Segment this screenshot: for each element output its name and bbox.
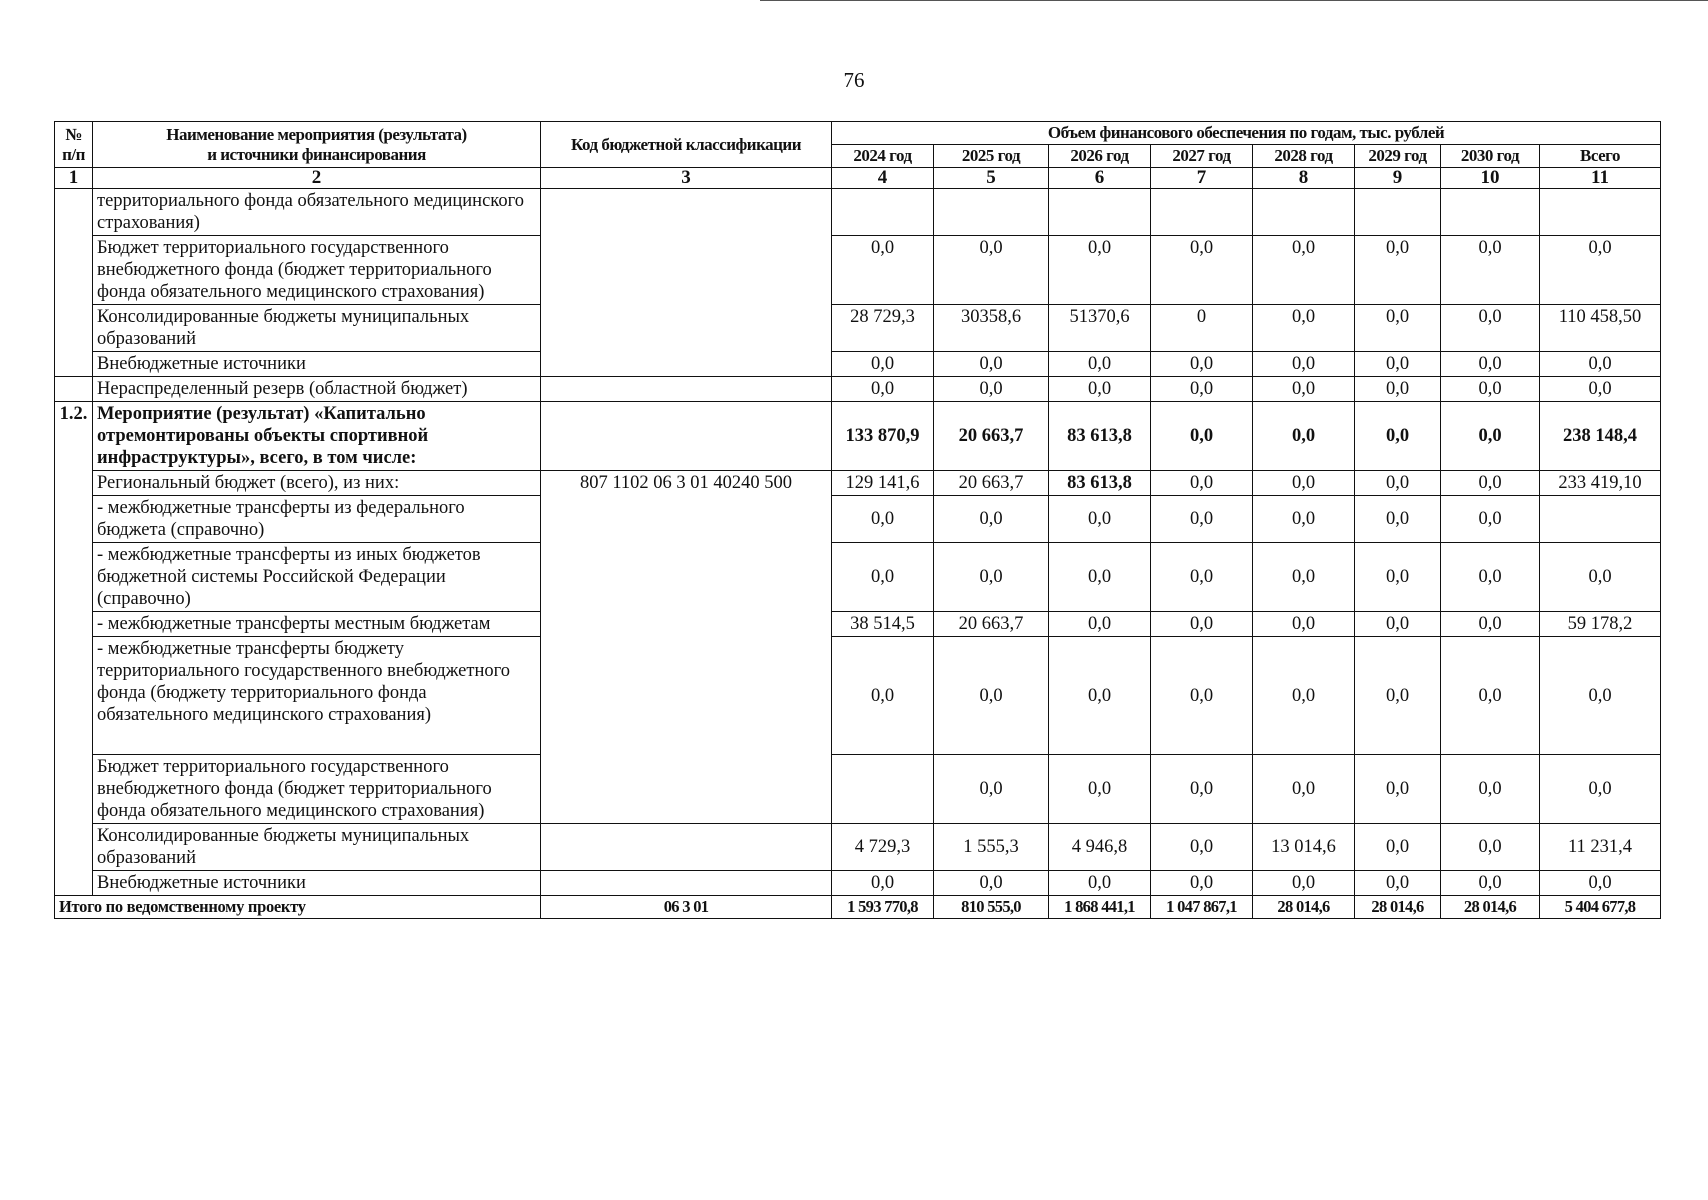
- column-index: 3: [541, 168, 832, 189]
- value-cell: [1355, 189, 1441, 236]
- value-cell: 0: [1151, 305, 1253, 352]
- table-row: [55, 824, 1661, 871]
- total-value-cell: 5 404 677,8: [1540, 896, 1661, 919]
- header-no: № п/п: [55, 122, 93, 168]
- value-cell: 0,0: [1151, 352, 1253, 377]
- value-cell: 13 014,6: [1253, 824, 1355, 871]
- header-year: 2028 год: [1253, 145, 1355, 168]
- value-cell: 0,0: [1441, 543, 1540, 612]
- column-index: 11: [1540, 168, 1661, 189]
- value-cell: 0,0: [1253, 305, 1355, 352]
- column-index: 8: [1253, 168, 1355, 189]
- value-cell: 0,0: [1253, 352, 1355, 377]
- total-value-cell: 28 014,6: [1253, 896, 1355, 919]
- row-name: Консолидированные бюджеты муниципальных образований: [93, 305, 541, 352]
- value-cell: 0,0: [832, 496, 934, 543]
- row-name: - межбюджетные трансферты бюджету территориального государственного внебюджетного фонда (бюджету территориального фонда обязательного медицинского страхования): [93, 637, 541, 755]
- column-index: 6: [1049, 168, 1151, 189]
- value-cell: 0,0: [832, 637, 934, 755]
- value-cell: 0,0: [1540, 377, 1661, 402]
- value-cell: 0,0: [934, 236, 1049, 305]
- row-code: [541, 189, 832, 377]
- row-name: территориального фонда обязательного медицинского страхования): [93, 189, 541, 236]
- row-name: Региональный бюджет (всего), из них:: [93, 471, 541, 496]
- value-cell: 0,0: [1151, 543, 1253, 612]
- page-top-rule: [760, 0, 1708, 1]
- header-year: 2029 год: [1355, 145, 1441, 168]
- value-cell: 0,0: [1355, 402, 1441, 471]
- row-number: [55, 377, 93, 402]
- value-cell: 0,0: [934, 871, 1049, 896]
- column-index: 2: [93, 168, 541, 189]
- header-year: 2027 год: [1151, 145, 1253, 168]
- table-row: [55, 377, 1661, 402]
- value-cell: 0,0: [1253, 543, 1355, 612]
- total-value-cell: 1 593 770,8: [832, 896, 934, 919]
- value-cell: 0,0: [934, 377, 1049, 402]
- header-code: Код бюджетной классификации: [541, 122, 832, 168]
- value-cell: 0,0: [1049, 612, 1151, 637]
- row-name: Внебюджетные источники: [93, 871, 541, 896]
- value-cell: 0,0: [832, 543, 934, 612]
- header-year: 2025 год: [934, 145, 1049, 168]
- table-row: [55, 871, 1661, 896]
- value-cell: 0,0: [1049, 637, 1151, 755]
- value-cell: [934, 189, 1049, 236]
- value-cell: 0,0: [1253, 755, 1355, 824]
- value-cell: 20 663,7: [934, 471, 1049, 496]
- value-cell: [1540, 496, 1661, 543]
- value-cell: 0,0: [1355, 755, 1441, 824]
- value-cell: 38 514,5: [832, 612, 934, 637]
- value-cell: 51370,6: [1049, 305, 1151, 352]
- header-year: 2026 год: [1049, 145, 1151, 168]
- column-index: 9: [1355, 168, 1441, 189]
- row-name: Бюджет территориального государственного внебюджетного фонда (бюджет территориального фонда обязательного медицинского страхования): [93, 236, 541, 305]
- column-index: 10: [1441, 168, 1540, 189]
- value-cell: 0,0: [1049, 352, 1151, 377]
- value-cell: 1 555,3: [934, 824, 1049, 871]
- row-name: Консолидированные бюджеты муниципальных образований: [93, 824, 541, 871]
- row-name: Мероприятие (результат) «Капитально отремонтированы объекты спортивной инфраструктуры», всего, в том числе:: [93, 402, 541, 471]
- value-cell: [832, 189, 934, 236]
- value-cell: 0,0: [1441, 377, 1540, 402]
- table-body: [55, 189, 1661, 919]
- value-cell: 0,0: [1540, 543, 1661, 612]
- value-cell: 0,0: [934, 352, 1049, 377]
- value-cell: 0,0: [1151, 755, 1253, 824]
- value-cell: 0,0: [832, 871, 934, 896]
- budget-table: [54, 121, 1661, 919]
- column-index: 5: [934, 168, 1049, 189]
- value-cell: 0,0: [1441, 496, 1540, 543]
- row-code: [541, 377, 832, 402]
- column-index: 4: [832, 168, 934, 189]
- value-cell: 0,0: [1253, 236, 1355, 305]
- value-cell: 0,0: [934, 496, 1049, 543]
- value-cell: 0,0: [1355, 543, 1441, 612]
- table-row: [55, 471, 1661, 496]
- value-cell: 0,0: [1355, 496, 1441, 543]
- value-cell: 30358,6: [934, 305, 1049, 352]
- value-cell: 0,0: [1441, 402, 1540, 471]
- value-cell: 110 458,50: [1540, 305, 1661, 352]
- value-cell: 0,0: [1355, 612, 1441, 637]
- value-cell: 0,0: [1540, 871, 1661, 896]
- value-cell: 0,0: [1151, 871, 1253, 896]
- row-code: [832, 755, 934, 824]
- column-index: 1: [55, 168, 93, 189]
- value-cell: [1151, 189, 1253, 236]
- total-code: 06 3 01: [541, 896, 832, 919]
- value-cell: 129 141,6: [832, 471, 934, 496]
- row-number: 1.2.: [55, 402, 93, 896]
- table-row: [55, 755, 1661, 824]
- value-cell: 0,0: [1441, 471, 1540, 496]
- value-cell: 0,0: [1355, 471, 1441, 496]
- row-name: - межбюджетные трансферты из федерального бюджета (справочно): [93, 496, 541, 543]
- row-code: [541, 871, 832, 896]
- value-cell: 0,0: [934, 543, 1049, 612]
- value-cell: 59 178,2: [1540, 612, 1661, 637]
- value-cell: 0,0: [1253, 612, 1355, 637]
- total-value-cell: 810 555,0: [934, 896, 1049, 919]
- value-cell: 0,0: [1151, 637, 1253, 755]
- value-cell: 83 613,8: [1049, 471, 1151, 496]
- row-code: 807 1102 06 3 01 40240 500: [541, 471, 832, 824]
- value-cell: 0,0: [1441, 352, 1540, 377]
- header-name-line1: Наименование мероприятия (результата): [166, 124, 467, 144]
- value-cell: 0,0: [1253, 496, 1355, 543]
- value-cell: 0,0: [1049, 871, 1151, 896]
- row-name: - межбюджетные трансферты из иных бюджетов бюджетной системы Российской Федерации (справочно): [93, 543, 541, 612]
- value-cell: 0,0: [832, 352, 934, 377]
- value-cell: 83 613,8: [1049, 402, 1151, 471]
- value-cell: 0,0: [1540, 637, 1661, 755]
- table-row: [55, 496, 1661, 543]
- value-cell: 0,0: [1151, 612, 1253, 637]
- total-row: [55, 896, 1661, 919]
- table-row: [55, 236, 1661, 305]
- value-cell: 0,0: [1441, 755, 1540, 824]
- table-row: [55, 402, 1661, 471]
- value-cell: [1540, 189, 1661, 236]
- header-name: [93, 122, 541, 168]
- table-row: [55, 305, 1661, 352]
- value-cell: 233 419,10: [1540, 471, 1661, 496]
- value-cell: 0,0: [832, 377, 934, 402]
- value-cell: 28 729,3: [832, 305, 934, 352]
- value-cell: 20 663,7: [934, 612, 1049, 637]
- value-cell: 0,0: [1355, 637, 1441, 755]
- value-cell: 0,0: [934, 637, 1049, 755]
- table-row: [55, 543, 1661, 612]
- value-cell: 0,0: [1151, 824, 1253, 871]
- row-code: [541, 824, 832, 871]
- value-cell: 0,0: [1253, 402, 1355, 471]
- header-name-line2: и источники финансирования: [207, 144, 426, 164]
- total-value-cell: 28 014,6: [1441, 896, 1540, 919]
- value-cell: 4 946,8: [1049, 824, 1151, 871]
- value-cell: [1049, 189, 1151, 236]
- value-cell: 0,0: [1355, 377, 1441, 402]
- value-cell: 0,0: [1151, 496, 1253, 543]
- value-cell: 0,0: [1441, 871, 1540, 896]
- table-header: [55, 122, 1661, 189]
- table-row: [55, 352, 1661, 377]
- header-year: 2030 год: [1441, 145, 1540, 168]
- value-cell: [1253, 189, 1355, 236]
- row-number: [55, 189, 93, 377]
- header-year: 2024 год: [832, 145, 934, 168]
- header-volume: Объем финансового обеспечения по годам, тыс. рублей: [832, 122, 1661, 145]
- value-cell: 0,0: [1441, 236, 1540, 305]
- value-cell: 0,0: [1253, 871, 1355, 896]
- value-cell: 0,0: [1151, 471, 1253, 496]
- value-cell: 238 148,4: [1540, 402, 1661, 471]
- value-cell: 0,0: [1355, 352, 1441, 377]
- value-cell: 0,0: [1049, 496, 1151, 543]
- total-value-cell: 1 868 441,1: [1049, 896, 1151, 919]
- total-value-cell: 28 014,6: [1355, 896, 1441, 919]
- value-cell: 0,0: [1355, 824, 1441, 871]
- value-cell: 0,0: [1049, 755, 1151, 824]
- value-cell: 0,0: [1151, 377, 1253, 402]
- total-value-cell: 1 047 867,1: [1151, 896, 1253, 919]
- value-cell: 0,0: [1355, 871, 1441, 896]
- header-total: Всего: [1540, 145, 1661, 168]
- value-cell: 4 729,3: [832, 824, 934, 871]
- value-cell: 0,0: [1253, 471, 1355, 496]
- value-cell: 0,0: [1049, 377, 1151, 402]
- page-number: 76: [843, 68, 865, 92]
- value-cell: 0,0: [1540, 236, 1661, 305]
- value-cell: 0,0: [1151, 236, 1253, 305]
- value-cell: 0,0: [1253, 637, 1355, 755]
- value-cell: 0,0: [1355, 236, 1441, 305]
- table-row: [55, 612, 1661, 637]
- value-cell: 0,0: [1441, 824, 1540, 871]
- value-cell: 11 231,4: [1540, 824, 1661, 871]
- value-cell: 0,0: [832, 236, 934, 305]
- table-row: [55, 189, 1661, 236]
- row-name: Бюджет территориального государственного внебюджетного фонда (бюджет территориального фонда обязательного медицинского страхования): [93, 755, 541, 824]
- value-cell: 0,0: [1253, 377, 1355, 402]
- value-cell: 20 663,7: [934, 402, 1049, 471]
- value-cell: 0,0: [1049, 236, 1151, 305]
- value-cell: 0,0: [934, 755, 1049, 824]
- value-cell: 133 870,9: [832, 402, 934, 471]
- row-code: [541, 402, 832, 471]
- row-name: - межбюджетные трансферты местным бюджетам: [93, 612, 541, 637]
- value-cell: 0,0: [1355, 305, 1441, 352]
- row-name: Нераспределенный резерв (областной бюджет): [93, 377, 541, 402]
- value-cell: 0,0: [1441, 305, 1540, 352]
- value-cell: 0,0: [1441, 612, 1540, 637]
- row-name: Внебюджетные источники: [93, 352, 541, 377]
- column-index: 7: [1151, 168, 1253, 189]
- value-cell: 0,0: [1540, 755, 1661, 824]
- total-label: Итого по ведомственному проекту: [55, 896, 541, 919]
- value-cell: [1441, 189, 1540, 236]
- value-cell: 0,0: [1049, 543, 1151, 612]
- table-row: [55, 637, 1661, 755]
- value-cell: 0,0: [1540, 352, 1661, 377]
- value-cell: 0,0: [1441, 637, 1540, 755]
- value-cell: 0,0: [1151, 402, 1253, 471]
